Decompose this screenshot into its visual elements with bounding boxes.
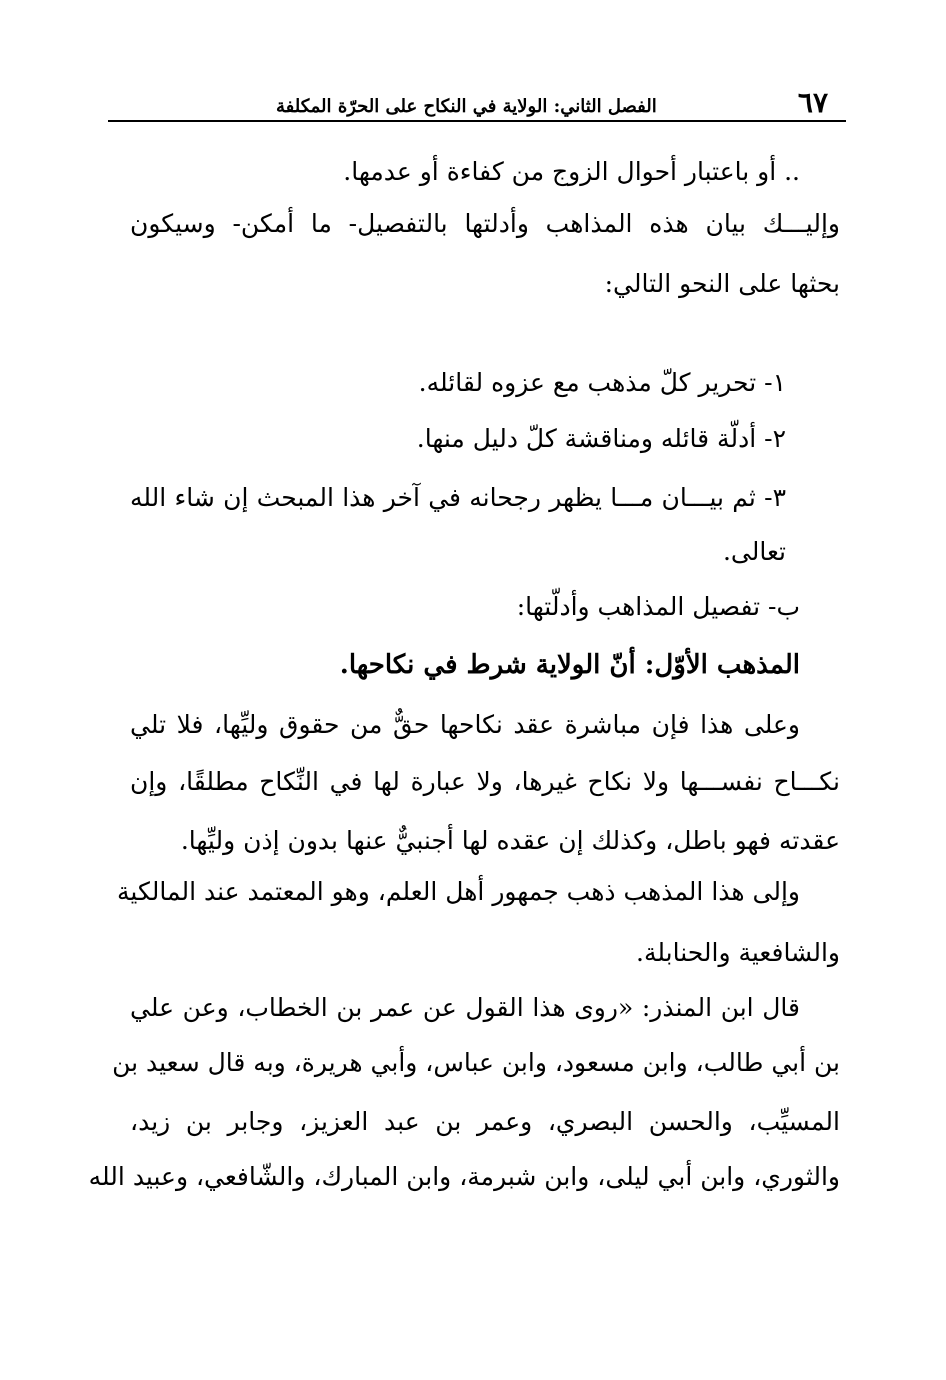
page-number: ٦٧ [797, 86, 828, 119]
text-line: وإليـــك بيان هذه المذاهب وأدلتها بالتفصيل- ما أمكن- وسيكون [130, 209, 840, 238]
text-line: والثوري، وابن أبي ليلى، وابن شبرمة، وابن المبارك، والشّافعي، وعبيد الله [88, 1162, 840, 1191]
list-item: ١- تحرير كلّ مذهب مع عزوه لقائله. [418, 368, 786, 397]
section-heading: ب- تفصيل المذاهب وأدلّتها: [516, 592, 800, 621]
text-line: والشافعية والحنابلة. [636, 938, 840, 967]
text-line: تعالى. [722, 537, 786, 566]
text-line: وإلى هذا المذهب ذهب جمهور أهل العلم، وهو المعتمد عند المالكية [117, 877, 800, 906]
text-line: عقدته فهو باطل، وكذلك إن عقده لها أجنبيٌّ عنها بدون إذن وليِّها. [180, 826, 840, 855]
text-line: بن أبي طالب، وابن مسعود، وابن عباس، وأبي هريرة، وبه قال سعيد بن [112, 1048, 840, 1077]
running-header [108, 84, 846, 122]
chapter-title: الفصل الثاني: الولاية في النكاح على الحرّة المكلفة [276, 96, 657, 117]
text-line: وعلى هذا فإن مباشرة عقد نكاحها حقٌّ من حقوق وليِّها، فلا تلي [130, 710, 800, 739]
school-heading: المذهب الأوّل: أنّ الولاية شرط في نكاحها. [339, 650, 800, 680]
text-line: .. أو باعتبار أحوال الزوج من كفاءة أو عدمها. [343, 157, 800, 186]
list-item: ٣- ثم بيـــان مـــا يظهر رجحانه في آخر هذا المبحث إن شاء الله [130, 483, 786, 512]
list-item: ٢- أدلّة قائله ومناقشة كلّ دليل منها. [416, 424, 786, 453]
text-line: المسيِّب، والحسن البصري، وعمر بن عبد العزيز، وجابر بن زيد، [130, 1107, 840, 1136]
text-line: بحثها على النحو التالي: [604, 269, 840, 298]
text-line: نكـــاح نفســـها ولا نكاح غيرها، ولا عبارة لها في النِّكاح مطلقًا، وإن [130, 767, 840, 796]
text-line: قال ابن المنذر: «روى هذا القول عن عمر بن الخطاب، وعن علي [130, 993, 800, 1022]
